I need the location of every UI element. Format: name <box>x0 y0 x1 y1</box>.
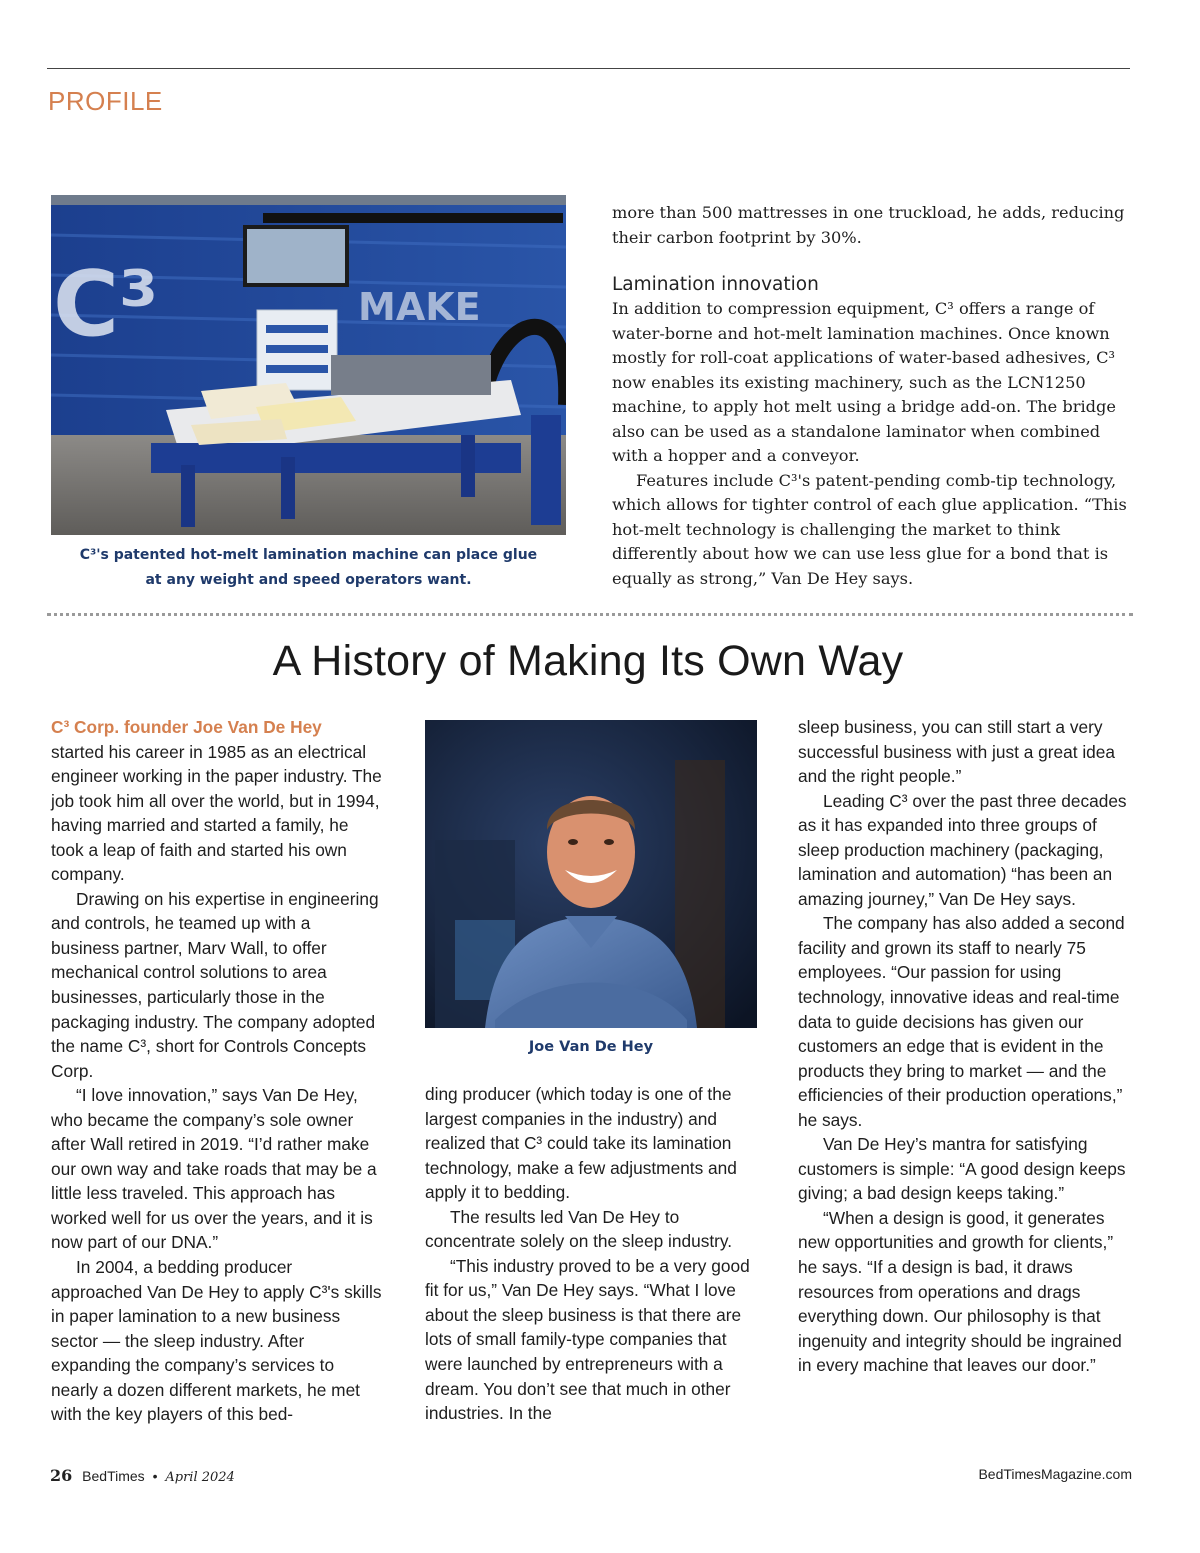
footer-bullet: • <box>152 1468 158 1484</box>
portrait-photo <box>425 720 757 1028</box>
paragraph: ding producer (which today is one of the largest companies in the industry) and realized that C³ could take its lamination technology, make a few adjustments and apply it to bedding. <box>425 1084 737 1203</box>
article-headline: A History of Making Its Own Way <box>272 637 904 685</box>
article-column-2 <box>425 1082 765 1426</box>
paragraph: Drawing on his expertise in engineering and controls, he teamed up with a business partner, Marv Wall, to offer mechanical control solutions to area businesses, particularly those in the packaging industry. The company adopted the name C³, short for Controls Concepts Corp. <box>51 888 379 1081</box>
paragraph: In 2004, a bedding producer approached Van De Hey to apply C³'s skills in paper lamination to a new business sector — the sleep industry. After expanding the company’s services to nearly a dozen different markets, he met with the key players of this bed- <box>51 1257 382 1425</box>
page-number: 26 <box>50 1466 73 1485</box>
paragraph: sleep business, you can still start a very successful business with just a great idea and the right people.” <box>798 717 1115 787</box>
magazine-name: BedTimes <box>82 1468 145 1484</box>
footer-website: BedTimesMagazine.com <box>978 1466 1132 1482</box>
portrait-caption: Joe Van De Hey <box>528 1039 654 1055</box>
make-sign-graphic: MAKE <box>358 285 481 329</box>
footer-page-info <box>50 1466 235 1485</box>
lamination-text-column <box>612 201 1132 591</box>
subheading-lamination-innovation: Lamination innovation <box>612 274 819 295</box>
paragraph: “This industry proved to be a very good fit for us,” Van De Hey says. “What I love about the sleep business is that there are lots of small family-type companies that were launched by entrepreneurs with a dream. You don’t see that much in other industries. In the <box>425 1255 750 1424</box>
caption-line: at any weight and speed operators want. <box>145 572 472 588</box>
paragraph: The results led Van De Hey to concentrate solely on the sleep industry. <box>425 1206 733 1252</box>
article-column-1 <box>51 715 383 1427</box>
lamination-machine-photo <box>51 195 566 535</box>
issue-date: April 2024 <box>165 1470 235 1485</box>
c3-logo-graphic: C³ <box>53 252 159 357</box>
paragraph: started his career in 1985 as an electrical engineer working in the paper industry. The job took him all over the world, but in 1994, having married and started a family, he took a leap of faith and started his own company. <box>51 741 382 885</box>
dotted-divider <box>47 613 1133 616</box>
paragraph: Van De Hey’s mantra for satisfying customers is simple: “A good design keeps giving; a bad design keeps taking.” <box>798 1134 1126 1204</box>
lead-label: C³ Corp. founder Joe Van De Hey <box>51 717 322 737</box>
paragraph: “I love innovation,” says Van De Hey, who became the company’s sole owner after Wall retired in 2019. “I’d rather make our own way and take roads that may be a little less traveled. This approach has worked well for us over the years, and it is now part of our DNA.” <box>51 1085 377 1253</box>
paragraph: “When a design is good, it generates new opportunities and growth for clients,” he says. “If a design is bad, it draws resources from operations and drags everything down. Our philosophy is that ingenuity and integrity should be ingrained in every machine that leaves our door.” <box>798 1207 1122 1376</box>
paragraph: Leading C³ over the past three decades as it has expanded into three groups of sleep production machinery (packaging, lamination and automation) “has been an amazing journey,” Van De Hey says. <box>798 790 1127 909</box>
paragraph: In addition to compression equipment, C³ offers a range of water-borne and hot-melt lamination machines. Once known mostly for roll-coat applications of water-based adhesives, C³ now enables its existing machinery, such as the LCN1250 machine, to apply hot melt using a bridge add-on. The bridge also can be used as a standalone laminator when combined with a hopper and a conveyor. <box>612 299 1116 465</box>
article-column-3 <box>798 715 1136 1378</box>
top-rule <box>47 68 1130 69</box>
caption-line: C³'s patented hot-melt lamination machine can place glue <box>79 547 538 563</box>
section-label: PROFILE <box>48 86 163 116</box>
paragraph: more than 500 mattresses in one truckload, he adds, reducing their carbon footprint by 30%. <box>612 203 1125 247</box>
lamination-photo-caption <box>51 543 566 593</box>
paragraph: The company has also added a second facility and grown its staff to nearly 75 employees. “Our passion for using technology, innovative ideas and real-time data to guide decisions has given our customers an edge that is evident in the products they bring to market — and the efficiencies of their production operations,” he says. <box>798 913 1125 1130</box>
paragraph: Features include C³'s patent-pending comb-tip technology, which allows for tighter control of each glue application. “This hot-melt technology is challenging the market to think differently about how we can use less glue for a bond that is equally as strong,” Van De Hey says. <box>612 470 1127 588</box>
